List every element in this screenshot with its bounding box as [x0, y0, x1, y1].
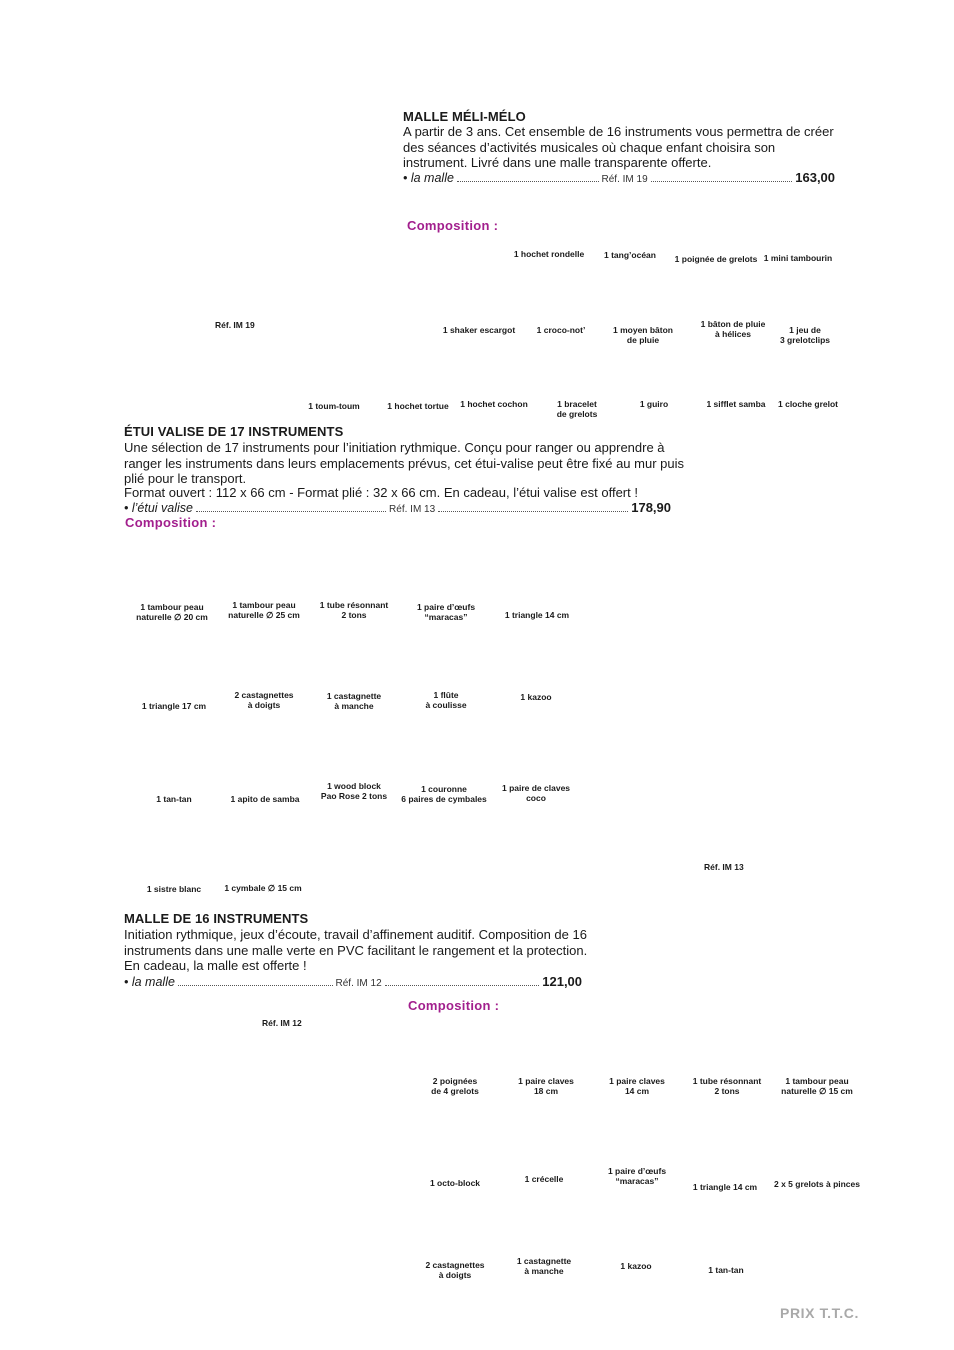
etui-valise-format: Format ouvert : 112 x 66 cm - Format plié : 32 x 66 cm. En cadeau, l’étui valise est offert !	[124, 485, 638, 500]
instrument-label: 1 tan-tan	[156, 794, 192, 804]
etui-valise-description: Une sélection de 17 instruments pour l’initiation rythmique. Conçu pour ranger ou apprendre à ranger les instruments dans leurs emplacements prévus, cet étui-valise peut être fixé au mur puis plié pour le transport.	[124, 440, 684, 486]
instrument-label: 1 shaker escargot	[442, 325, 516, 335]
instrument-label: 1 hochet rondelle	[513, 249, 585, 259]
instrument-label: 1 jeu de 3 grelotclips	[779, 325, 831, 345]
instrument-label: 1 toum-toum	[308, 401, 360, 411]
instrument-label: 1 poignée de grelots	[674, 254, 758, 264]
image-ref-label: Réf. IM 19	[215, 320, 255, 330]
instrument-label: 1 triangle 14 cm	[504, 610, 570, 620]
malle-16-description: Initiation rythmique, jeux d’écoute, travail d’affinement auditif. Composition de 16 instruments dans une malle verte en PVC facilitant le rangement et la protection. En cadeau, la malle est offerte !	[124, 927, 588, 973]
instrument-label: 1 paire claves 14 cm	[609, 1076, 665, 1096]
instrument-label: 1 tube résonnant 2 tons	[692, 1076, 762, 1096]
instrument-label: 1 castagnette à manche	[516, 1256, 572, 1276]
instrument-label: 1 paire d’œufs “maracas”	[607, 1166, 667, 1186]
leader-dots	[457, 180, 599, 182]
malle-16-price-line	[124, 974, 582, 989]
price: 178,90	[631, 500, 671, 515]
instrument-label: 1 hochet tortue	[387, 401, 449, 411]
instrument-label: 1 cymbale ∅ 15 cm	[224, 883, 302, 893]
leader-dots	[178, 984, 333, 986]
ref-label: Réf. IM 19	[601, 174, 648, 185]
instrument-label: 1 kazoo	[620, 1261, 652, 1271]
etui-valise-price-line	[124, 500, 671, 515]
instrument-label: 1 triangle 17 cm	[141, 701, 207, 711]
instrument-label: 1 tang’océan	[604, 250, 656, 260]
malle-meli-melo-description: A partir de 3 ans. Cet ensemble de 16 instruments vous permettra de créer des séances d’activités musicales où chaque enfant choisira son instrument. Livré dans une malle transparente offerte.	[403, 124, 834, 170]
instrument-label: 2 poignées de 4 grelots	[431, 1076, 479, 1096]
instrument-label: 1 bracelet de grelots	[556, 399, 598, 419]
malle-16-title: MALLE DE 16 INSTRUMENTS	[124, 911, 309, 926]
instrument-label: 2 x 5 grelots à pinces	[774, 1179, 860, 1189]
item-label: • la malle	[403, 171, 454, 185]
instrument-label: 1 apito de samba	[230, 794, 300, 804]
instrument-label: 1 bâton de pluie à hélices	[700, 319, 766, 339]
instrument-label: 1 wood block Pao Rose 2 tons	[320, 781, 388, 801]
instrument-label: 1 sistre blanc	[146, 884, 202, 894]
instrument-label: 1 crécelle	[524, 1174, 564, 1184]
instrument-label: 1 tambour peau naturelle ∅ 15 cm	[781, 1076, 853, 1096]
instrument-label: 1 flûte à coulisse	[425, 690, 467, 710]
ref-label: Réf. IM 13	[389, 504, 436, 515]
item-label: • la malle	[124, 975, 175, 989]
instrument-label: 1 paire d’œufs “maracas”	[416, 602, 476, 622]
instrument-label: 2 castagnettes à doigts	[234, 690, 294, 710]
image-ref-label: Réf. IM 13	[704, 862, 744, 872]
composition-heading: Composition :	[125, 515, 217, 530]
instrument-label: 1 paire claves 18 cm	[518, 1076, 574, 1096]
instrument-label: 1 triangle 14 cm	[692, 1182, 758, 1192]
malle-meli-melo-title: MALLE MÉLI-MÉLO	[403, 109, 526, 124]
price: 121,00	[542, 974, 583, 989]
malle-meli-melo-price-line	[403, 170, 835, 185]
instrument-label: 1 octo-block	[429, 1178, 481, 1188]
instrument-label: 1 moyen bâton de pluie	[613, 325, 673, 345]
instrument-label: 1 sifflet samba	[706, 399, 766, 409]
leader-dots	[651, 180, 793, 182]
instrument-label: 1 tambour peau naturelle ∅ 25 cm	[228, 600, 300, 620]
ref-label: Réf. IM 12	[335, 978, 382, 989]
leader-dots	[196, 510, 386, 512]
price: 163,00	[795, 170, 836, 185]
instrument-label: 1 tambour peau naturelle ∅ 20 cm	[136, 602, 208, 622]
leader-dots	[385, 984, 540, 986]
instrument-label: 1 hochet cochon	[460, 399, 528, 409]
composition-heading: Composition :	[407, 218, 499, 233]
image-ref-label: Réf. IM 12	[262, 1018, 302, 1028]
instrument-label: 1 kazoo	[520, 692, 552, 702]
instrument-label: 1 tan-tan	[708, 1265, 744, 1275]
instrument-label: 1 guiro	[639, 399, 669, 409]
prix-ttc-label: PRIX T.T.C.	[780, 1305, 859, 1321]
instrument-label: 1 couronne 6 paires de cymbales	[401, 784, 487, 804]
leader-dots	[438, 510, 628, 512]
item-label: • l’étui valise	[124, 501, 193, 515]
instrument-label: 1 castagnette à manche	[326, 691, 382, 711]
composition-heading: Composition :	[408, 998, 500, 1013]
instrument-label: 1 cloche grelot	[778, 399, 838, 409]
instrument-label: 2 castagnettes à doigts	[425, 1260, 485, 1280]
instrument-label: 1 tube résonnant 2 tons	[319, 600, 389, 620]
instrument-label: 1 croco-not’	[536, 325, 586, 335]
instrument-label: 1 paire de claves coco	[501, 783, 571, 803]
instrument-label: 1 mini tambourin	[763, 253, 833, 263]
etui-valise-title: ÉTUI VALISE DE 17 INSTRUMENTS	[124, 424, 344, 439]
